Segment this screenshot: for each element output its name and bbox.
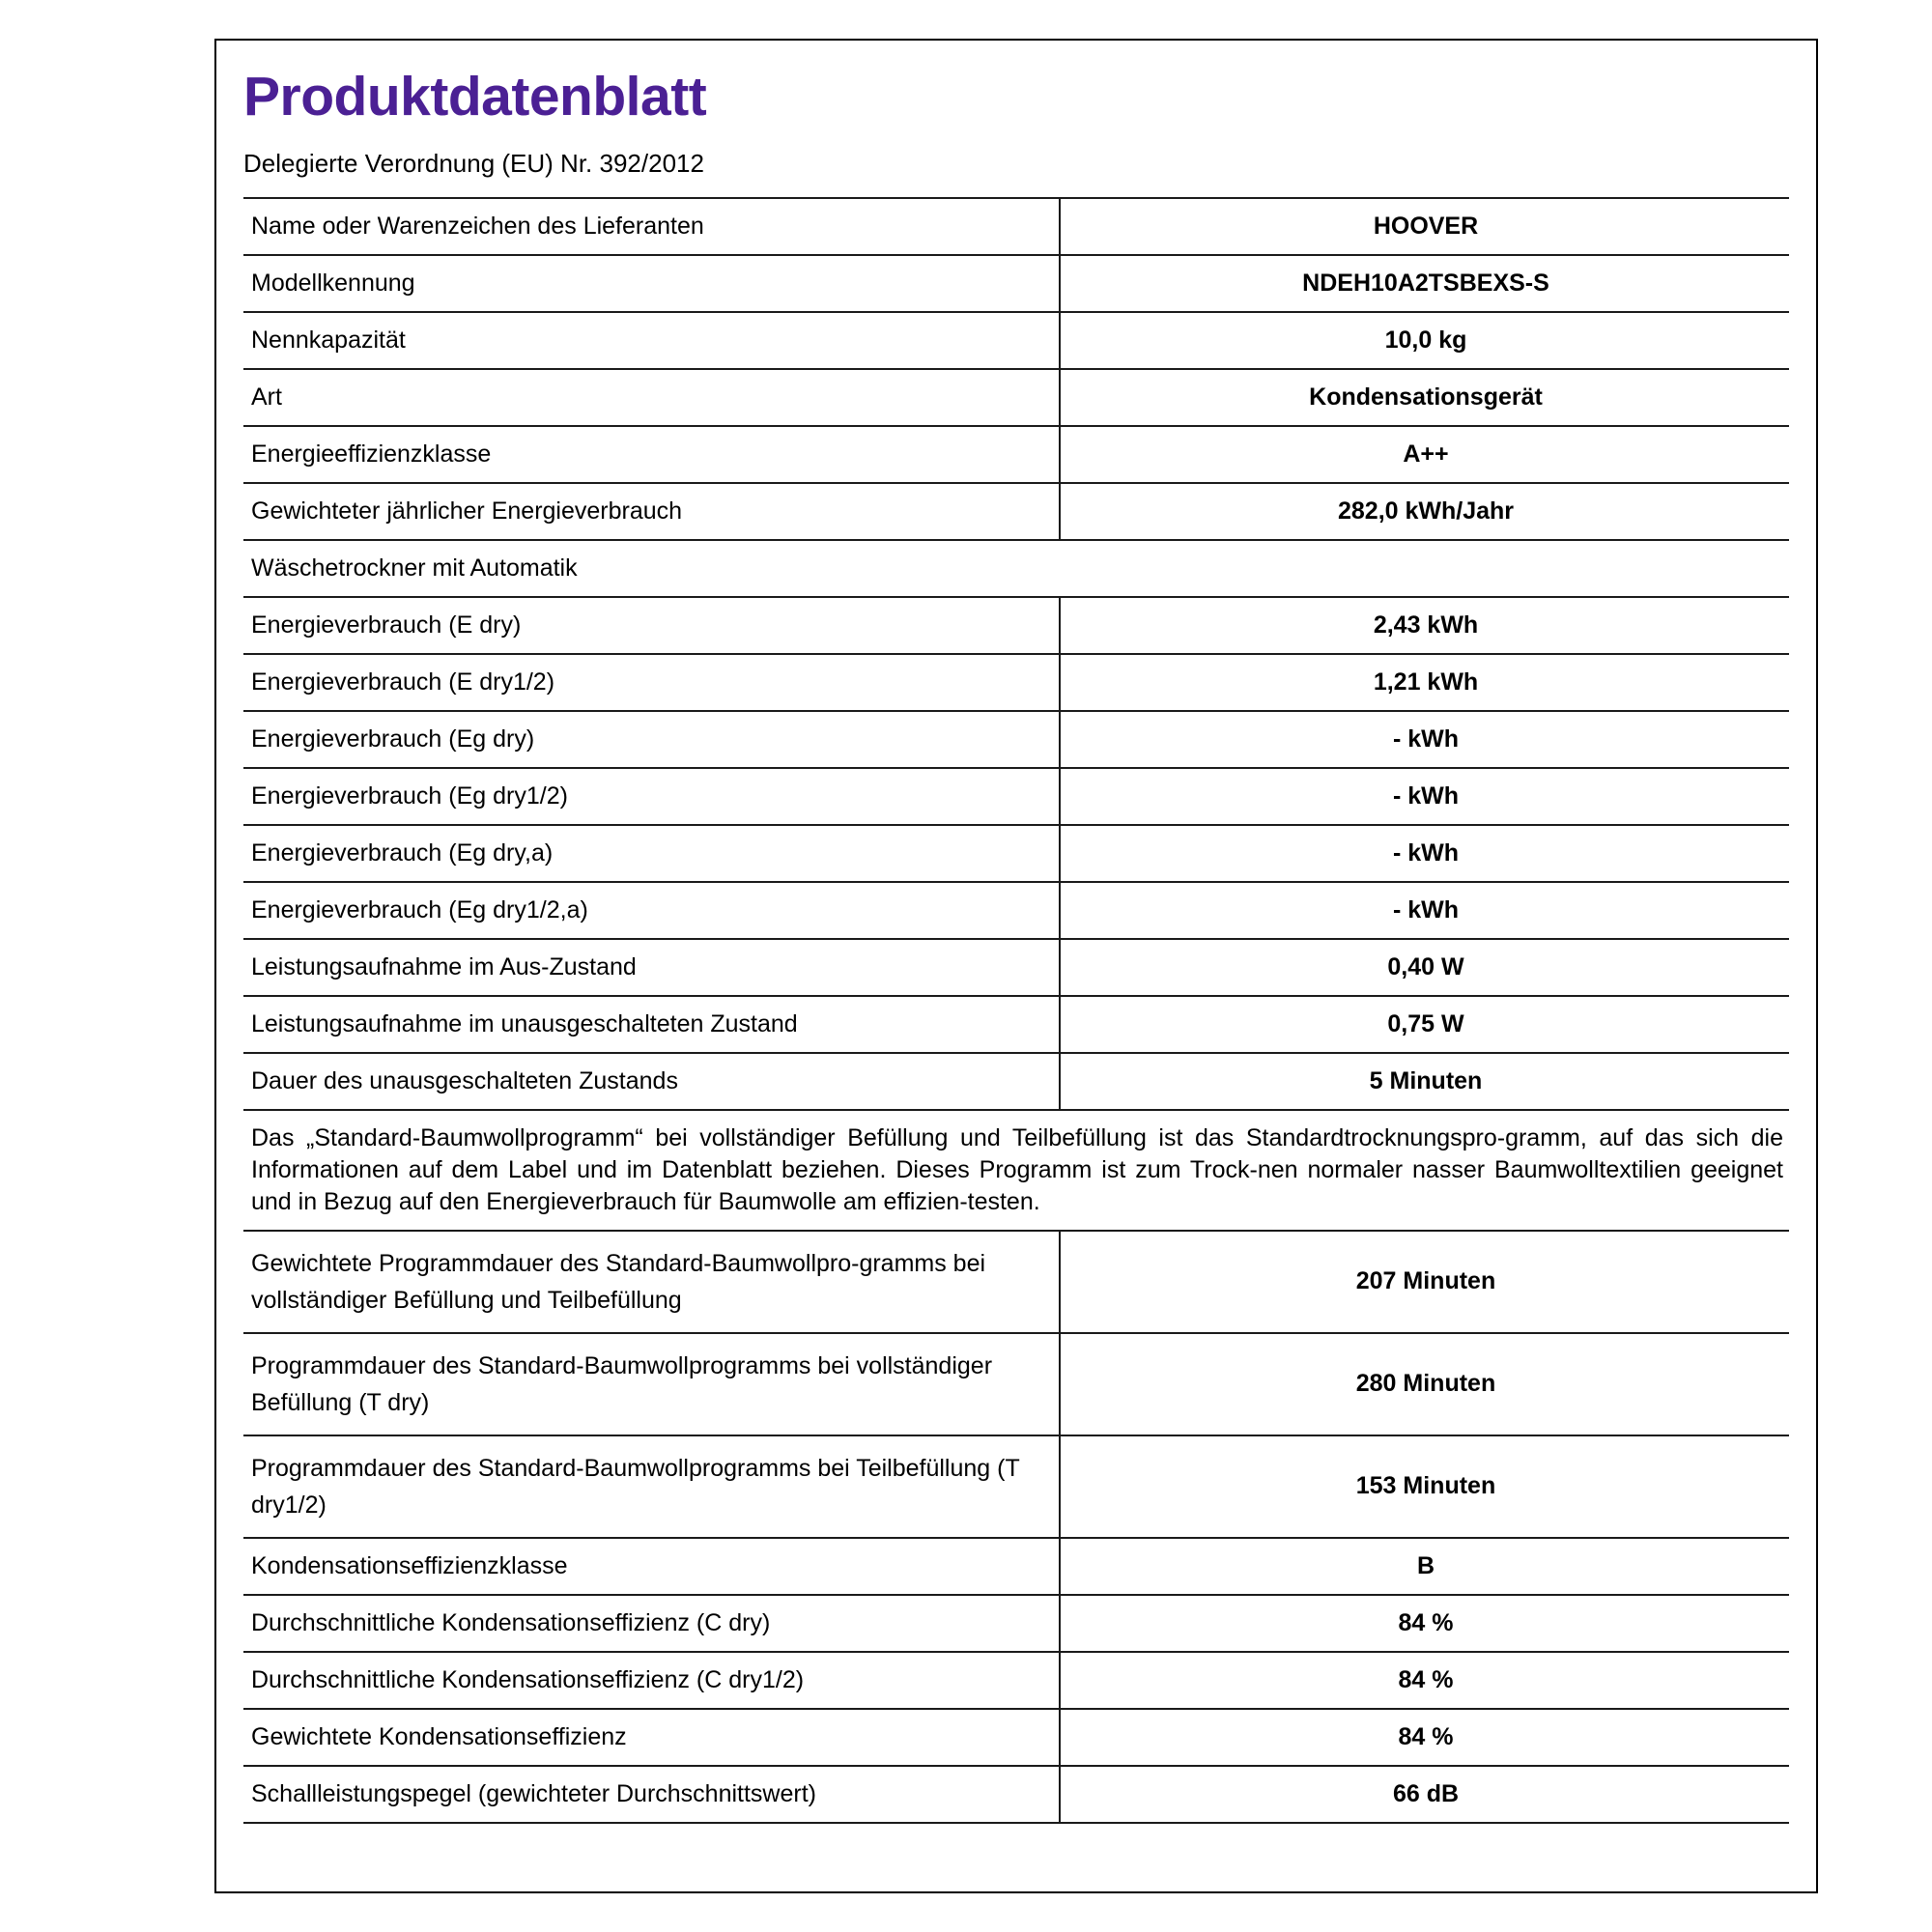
table-row — [243, 1435, 1789, 1538]
spec-label: Leistungsaufnahme im unausgeschalteten Zustand — [243, 996, 1060, 1053]
spec-value: - kWh — [1060, 711, 1789, 768]
spec-value: HOOVER — [1060, 198, 1789, 255]
spec-value: 207 Minuten — [1060, 1231, 1789, 1333]
spec-label: Durchschnittliche Kondensationseffizienz (C dry) — [243, 1595, 1060, 1652]
spec-value: Kondensationsgerät — [1060, 369, 1789, 426]
spec-label: Energieverbrauch (Eg dry1/2) — [243, 768, 1060, 825]
spec-value: - kWh — [1060, 882, 1789, 939]
spec-label: Gewichtete Kondensationseffizienz — [243, 1709, 1060, 1766]
spec-value: 1,21 kWh — [1060, 654, 1789, 711]
regulation-subtitle: Delegierte Verordnung (EU) Nr. 392/2012 — [243, 149, 704, 178]
spec-label: Energieverbrauch (E dry1/2) — [243, 654, 1060, 711]
standard-programme-note: Das „Standard-Baumwollprogramm“ bei vollständiger Befüllung und Teilbefüllung ist das Standardtrocknungspro-gramm, auf das sich die Informationen auf dem Label und im Datenblatt beziehen. Dieses Programm ist zum Trock-nen normaler nasser Baumwolltextilien geeignet und in Bezug auf den Energieverbrauch für Baumwolle am effizien-testen. — [243, 1110, 1789, 1231]
spec-value: 2,43 kWh — [1060, 597, 1789, 654]
spec-label: Name oder Warenzeichen des Lieferanten — [243, 198, 1060, 255]
spec-value: 66 dB — [1060, 1766, 1789, 1823]
table-row — [243, 483, 1789, 540]
table-row — [243, 1333, 1789, 1435]
spec-label: Energieverbrauch (E dry) — [243, 597, 1060, 654]
spec-label: Wäschetrockner mit Automatik — [243, 540, 1789, 597]
table-row — [243, 996, 1789, 1053]
spec-value: 84 % — [1060, 1709, 1789, 1766]
spec-value: 10,0 kg — [1060, 312, 1789, 369]
table-row — [243, 1110, 1789, 1231]
spec-value: 282,0 kWh/Jahr — [1060, 483, 1789, 540]
table-row — [243, 1231, 1789, 1333]
spec-label: Nennkapazität — [243, 312, 1060, 369]
table-row — [243, 426, 1789, 483]
table-row — [243, 369, 1789, 426]
spec-label: Energieverbrauch (Eg dry,a) — [243, 825, 1060, 882]
table-row — [243, 597, 1789, 654]
table-row — [243, 1766, 1789, 1823]
sheet-inner — [216, 66, 1816, 1824]
table-row — [243, 939, 1789, 996]
table-row — [243, 882, 1789, 939]
product-datasheet — [214, 39, 1818, 1893]
spec-label: Energieeffizienzklasse — [243, 426, 1060, 483]
spec-label: Energieverbrauch (Eg dry1/2,a) — [243, 882, 1060, 939]
spec-value: B — [1060, 1538, 1789, 1595]
table-row — [243, 1709, 1789, 1766]
table-row — [243, 255, 1789, 312]
spec-label: Schallleistungspegel (gewichteter Durchschnittswert) — [243, 1766, 1060, 1823]
table-row — [243, 825, 1789, 882]
page-title: Produktdatenblatt — [243, 66, 707, 128]
spec-value: - kWh — [1060, 825, 1789, 882]
spec-label: Durchschnittliche Kondensationseffizienz (C dry1/2) — [243, 1652, 1060, 1709]
spec-label: Dauer des unausgeschalteten Zustands — [243, 1053, 1060, 1110]
spec-label: Art — [243, 369, 1060, 426]
table-row — [243, 654, 1789, 711]
specification-table — [243, 197, 1789, 1824]
spec-value: 84 % — [1060, 1652, 1789, 1709]
spec-value: 84 % — [1060, 1595, 1789, 1652]
table-row — [243, 540, 1789, 597]
table-row — [243, 768, 1789, 825]
spec-label: Kondensationseffizienzklasse — [243, 1538, 1060, 1595]
spec-label: Programmdauer des Standard-Baumwollprogramms bei Teilbefüllung (T dry1/2) — [243, 1435, 1060, 1538]
spec-label: Programmdauer des Standard-Baumwollprogramms bei vollständiger Befüllung (T dry) — [243, 1333, 1060, 1435]
spec-value: NDEH10A2TSBEXS-S — [1060, 255, 1789, 312]
spec-value: 280 Minuten — [1060, 1333, 1789, 1435]
table-row — [243, 198, 1789, 255]
spec-value: 0,40 W — [1060, 939, 1789, 996]
spec-label: Gewichteter jährlicher Energieverbrauch — [243, 483, 1060, 540]
spec-label: Modellkennung — [243, 255, 1060, 312]
table-row — [243, 711, 1789, 768]
spec-label: Energieverbrauch (Eg dry) — [243, 711, 1060, 768]
spec-value: 0,75 W — [1060, 996, 1789, 1053]
table-row — [243, 1538, 1789, 1595]
table-row — [243, 1053, 1789, 1110]
spec-label: Gewichtete Programmdauer des Standard-Baumwollpro-gramms bei vollständiger Befüllung und Teilbefüllung — [243, 1231, 1060, 1333]
spec-value: A++ — [1060, 426, 1789, 483]
table-row — [243, 1652, 1789, 1709]
spec-label: Leistungsaufnahme im Aus-Zustand — [243, 939, 1060, 996]
table-row — [243, 1595, 1789, 1652]
spec-value: - kWh — [1060, 768, 1789, 825]
spec-value: 153 Minuten — [1060, 1435, 1789, 1538]
table-row — [243, 312, 1789, 369]
spec-value: 5 Minuten — [1060, 1053, 1789, 1110]
specification-table-body — [243, 198, 1789, 1823]
